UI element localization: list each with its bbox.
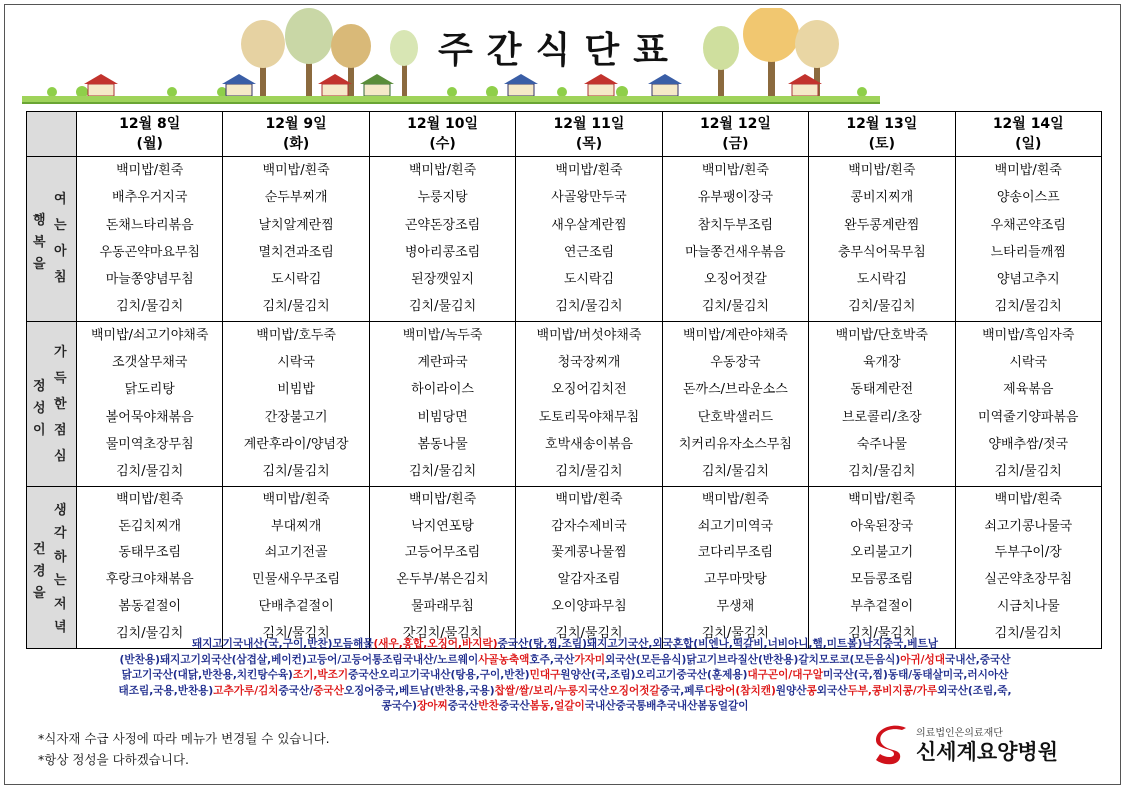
menu-item: 비빔밥 — [277, 382, 315, 398]
breakfast-day-5-cell — [662, 157, 808, 322]
origin-segment: 모로코(모든음식) — [818, 653, 901, 666]
dinner-day-4-cell — [516, 486, 662, 648]
origin-line — [34, 637, 1096, 653]
menu-item: 오이양파무침 — [551, 598, 627, 614]
menu-item: 새우살계란찜 — [551, 217, 627, 233]
day-header: 12월 13일 (토) — [809, 112, 955, 157]
origin-segment: 장아찌 — [417, 700, 448, 712]
menu-item: 조갯살무채국 — [112, 355, 188, 371]
dinner-day-5-cell — [662, 486, 808, 648]
menu-item: 아욱된장국 — [850, 518, 914, 534]
origin-segment: 고등어/고등어통조림 — [306, 653, 403, 666]
menu-item: 김치/물김치 — [116, 625, 184, 641]
origin-segment: (새우,홍합,오징어,바지락) — [373, 638, 498, 650]
menu-item: 백미밥/흰죽 — [555, 491, 623, 507]
menu-item: 볼어묵야채볶음 — [105, 409, 194, 425]
origin-segment: 반찬 — [478, 700, 499, 712]
origin-segment: 외국산 — [816, 684, 848, 697]
origin-segment: 돼지고기 — [191, 638, 233, 650]
menu-item: 김치/물김치 — [848, 464, 916, 480]
origin-segment: 중국산(탕,찜,조림) — [497, 638, 587, 650]
meal-label-char: 각 — [54, 526, 67, 542]
day-header: 12월 14일 (일) — [955, 112, 1101, 157]
menu-item: 백미밥/녹두죽 — [402, 327, 483, 343]
menu-item: 봄동겉절이 — [118, 598, 182, 614]
menu-item: 청국장찌개 — [557, 355, 621, 371]
menu-item: 도시락김 — [271, 272, 322, 288]
menu-item: 우채곤약조림 — [990, 217, 1066, 233]
day-header: 12월 8일 (월) — [77, 112, 223, 157]
menu-item: 우동장국 — [710, 355, 761, 371]
origin-segment: 외국산(삼겹살,베이컨) — [200, 653, 307, 666]
menu-item: 제육볶음 — [1003, 382, 1054, 398]
origin-segment: (반찬용) — [119, 653, 160, 666]
breakfast-label — [27, 157, 77, 322]
menu-item: 백미밥/흰죽 — [701, 491, 769, 507]
menu-item: 알감자조림 — [557, 572, 621, 588]
menu-item: 김치/물김치 — [116, 299, 184, 315]
day-header: 12월 9일 (화) — [223, 112, 369, 157]
origin-segment: 미국,러시아산 — [942, 669, 1009, 681]
menu-item: 백미밥/단호박죽 — [835, 327, 928, 343]
origin-line — [34, 684, 1096, 700]
breakfast-day-6-cell — [809, 157, 955, 322]
origin-segment: 중국산 — [313, 684, 344, 697]
origin-segment: 태조림,국용,반찬용) — [118, 684, 214, 697]
meal-label-char: 한 — [54, 396, 67, 412]
note-line: *식자재 수급 사정에 따라 메뉴가 변경될 수 있습니다. — [38, 731, 330, 746]
menu-item: 콩비지찌개 — [850, 190, 914, 206]
meal-label-char: 녁 — [54, 620, 67, 636]
origin-segment: 원양산(국,조림) — [560, 669, 636, 681]
origin-line — [34, 653, 1096, 669]
meal-label-char: 이 — [33, 422, 46, 438]
origin-segment: 중국산/ — [278, 684, 314, 697]
menu-item: 숙주나물 — [856, 436, 907, 452]
origin-segment: 중국산 — [447, 700, 479, 712]
origin-segment: 돼지고기 — [159, 653, 201, 666]
menu-item: 꽃게콩나물찜 — [551, 545, 627, 561]
origin-segment: 닭고기 — [686, 653, 718, 666]
menu-item: 김치/물김치 — [848, 625, 916, 641]
menu-item: 김치/물김치 — [262, 464, 330, 480]
origin-segment: 외국산(모든음식) — [605, 653, 687, 666]
origin-segment: 두부,콩비지콩/가루 — [847, 684, 938, 697]
origin-segment: /김치 — [254, 684, 279, 697]
menu-item: 김치/물김치 — [555, 299, 623, 315]
menu-item: 부대찌개 — [271, 518, 322, 534]
meal-label-char: 심 — [54, 448, 67, 464]
menu-item: 백미밥/흑임자죽 — [982, 327, 1075, 343]
origin-segment: 국내산(국,구이,반찬) — [232, 638, 333, 650]
menu-item: 무생채 — [716, 598, 755, 614]
menu-item: 충무식어묵무침 — [837, 244, 926, 260]
meal-label-char: 여 — [54, 192, 67, 207]
menu-item: 간장불고기 — [264, 409, 328, 425]
menu-item: 고등어무조림 — [404, 545, 481, 561]
menu-item: 김치/물김치 — [262, 625, 330, 641]
menu-item: 치커리유자소스무침 — [678, 436, 792, 452]
origin-segment: 중국,베트남(반찬용,국용) — [374, 684, 495, 697]
origin-segment: 낙지 — [862, 638, 883, 650]
menu-item: 비빔당면 — [417, 409, 468, 425]
origin-segment: 원양산 — [775, 684, 807, 697]
logo-hospital-name: 신세계요양병원 — [916, 740, 1059, 764]
meal-label-char: 을 — [33, 257, 46, 272]
menu-item: 백미밥/흰죽 — [408, 163, 477, 178]
menu-item: 고무마맛탕 — [704, 572, 767, 588]
menu-item: 백미밥/흰죽 — [262, 163, 330, 178]
menu-item: 된장깻잎지 — [411, 272, 474, 288]
menu-item: 김치/물김치 — [994, 625, 1062, 641]
meal-label-char: 행 — [33, 213, 46, 228]
origin-segment: 민대구 — [529, 669, 561, 681]
origin-segment: 브라질산(반찬용) — [717, 653, 799, 666]
origin-segment: 대구곤이/대구알 — [747, 669, 823, 681]
menu-item: 낙지연포탕 — [411, 518, 474, 534]
breakfast-day-2-cell — [223, 157, 369, 322]
origin-segment: 미국산(국,찜) — [822, 669, 888, 681]
menu-item: 백미밥/흰죽 — [116, 163, 184, 178]
menu-item: 김치/물김치 — [408, 299, 477, 315]
origin-segment: 동태/동태살 — [887, 669, 943, 681]
lunch-day-3-cell — [369, 321, 515, 486]
menu-item: 김치/물김치 — [555, 625, 623, 641]
menu-item: 도토리묵야채무침 — [538, 409, 640, 425]
meal-label-char: 정 — [33, 378, 46, 394]
lunch-day-1-cell — [77, 321, 223, 486]
lunch-day-6-cell — [809, 321, 955, 486]
menu-item: 백미밥/버섯야채죽 — [536, 327, 642, 343]
origin-segment: 호주,국산 — [529, 653, 575, 666]
origin-segment: 중국산 — [498, 700, 530, 712]
menu-item: 호박새송이볶음 — [545, 436, 633, 452]
day-header: 12월 12일 (금) — [662, 112, 808, 157]
lunch-day-7-cell — [955, 321, 1101, 486]
meal-label-char: 아 — [54, 244, 67, 259]
origin-segment: 오리고기 — [635, 669, 677, 681]
origin-segment: 고추가루 — [213, 684, 255, 697]
menu-item: 오리불고기 — [850, 545, 914, 561]
origin-segment: 조기,박조기 — [292, 669, 349, 681]
origin-segment: 중국,베트남 — [882, 638, 939, 650]
origin-segment: 다랑어(참치캔) — [704, 684, 776, 697]
origin-line — [34, 699, 1096, 715]
menu-item: 쇠고기전골 — [264, 545, 328, 561]
menu-item: 김치/물김치 — [408, 464, 477, 480]
menu-item: 두부구이/장 — [994, 545, 1062, 561]
menu-item: 닭도리탕 — [124, 382, 175, 398]
breakfast-day-3-cell — [369, 157, 515, 322]
menu-item: 미역줄기양파볶음 — [978, 409, 1079, 425]
menu-item: 브로콜리/초장 — [841, 409, 922, 425]
dinner-day-3-cell — [369, 486, 515, 648]
menu-item: 계란파국 — [417, 355, 468, 371]
menu-item: 백미밥/흰죽 — [848, 163, 916, 178]
menu-item: 느타리들깨찜 — [990, 244, 1066, 260]
menu-item: 오징어젓갈 — [704, 272, 767, 288]
ingredient-origin-notice — [34, 637, 1096, 715]
meal-label-char: 하 — [54, 549, 67, 565]
meal-label-char: 가 — [54, 344, 67, 360]
lunch-day-4-cell — [516, 321, 662, 486]
menu-item: 김치/물김치 — [262, 299, 330, 315]
day-header: 12월 10일 (수) — [369, 112, 515, 157]
menu-item: 육개장 — [862, 355, 901, 371]
menu-item: 완두콩계란찜 — [844, 217, 920, 233]
origin-segment: 국내산(탕용,구이,반찬) — [419, 669, 530, 681]
breakfast-day-4-cell — [516, 157, 662, 322]
meal-label-char: 침 — [54, 270, 67, 285]
meal-label-char: 건 — [33, 542, 46, 558]
menu-item: 돈김치찌개 — [118, 518, 182, 534]
origin-segment: 갈치 — [798, 653, 819, 666]
menu-item: 도시락김 — [856, 272, 907, 288]
meal-label-char: 저 — [54, 596, 67, 612]
menu-item: 김치/물김치 — [994, 464, 1062, 480]
menu-item: 참치두부조림 — [697, 217, 774, 233]
menu-item: 김치/물김치 — [848, 299, 916, 315]
menu-item: 김치/물김치 — [994, 299, 1062, 315]
origin-segment: 가자미 — [574, 653, 606, 666]
menu-item: 백미밥/호두죽 — [256, 327, 336, 343]
menu-item: 백미밥/계란야채죽 — [682, 327, 788, 343]
origin-segment: 모듬해물 — [332, 638, 374, 650]
menu-item: 봄동나물 — [417, 436, 468, 452]
menu-item: 김치/물김치 — [701, 464, 769, 480]
dinner-row — [27, 486, 1102, 648]
menu-item: 민물새우무조림 — [252, 572, 341, 588]
menu-item: 백미밥/흰죽 — [701, 163, 769, 178]
menu-item: 우동곤약마요무침 — [99, 244, 200, 260]
menu-item: 양념고추지 — [996, 272, 1060, 288]
menu-item: 쇠고기콩나물국 — [984, 518, 1073, 534]
menu-item: 단배추겉절이 — [258, 598, 334, 614]
menu-item: 백미밥/쇠고기야채죽 — [91, 327, 209, 343]
menu-item: 시금치나물 — [996, 598, 1060, 614]
meal-label-char: 점 — [54, 422, 67, 438]
grass-strip — [22, 96, 880, 104]
breakfast-row — [27, 157, 1102, 322]
origin-line — [34, 668, 1096, 684]
origin-segment: 콩 — [806, 684, 817, 697]
menu-item: 백미밥/흰죽 — [408, 491, 477, 507]
menu-item: 연근조림 — [563, 244, 615, 260]
menu-item: 양송이스프 — [996, 190, 1060, 206]
menu-item: 곤약돈장조림 — [404, 217, 481, 233]
hospital-emblem-icon — [872, 724, 912, 768]
menu-item: 시락국 — [277, 355, 315, 371]
menu-item: 김치/물김치 — [701, 299, 769, 315]
meal-label-char: 는 — [54, 573, 67, 589]
menu-item: 배추우거지국 — [112, 190, 188, 206]
origin-segment: 국내산,중국산 — [945, 653, 1011, 666]
menu-item: 단호박샐러드 — [697, 409, 774, 425]
menu-item: 하이라이스 — [411, 382, 474, 398]
menu-item: 도시락김 — [563, 272, 615, 288]
menu-item: 순두부찌개 — [264, 190, 328, 206]
dinner-day-2-cell — [223, 486, 369, 648]
day-header: 12월 11일 (목) — [516, 112, 662, 157]
menu-item: 계란후라이/양념장 — [243, 436, 349, 452]
meal-label-char: 득 — [54, 370, 67, 386]
origin-segment: 돼지고기 — [586, 638, 628, 650]
menu-item: 동태무조림 — [118, 545, 182, 561]
menu-item: 양배추쌈/젓국 — [988, 436, 1069, 452]
menu-item: 오징어김치전 — [551, 382, 627, 398]
menu-item: 후랑크야채볶음 — [105, 572, 194, 588]
menu-item: 돈까스/브라운소스 — [682, 382, 788, 398]
menu-item: 백미밥/흰죽 — [994, 491, 1062, 507]
menu-item: 부추겉절이 — [850, 598, 914, 614]
page-title: 주간식단표 — [438, 30, 682, 71]
origin-segment: 오징어 — [343, 684, 375, 697]
weekly-menu-table — [26, 111, 1102, 649]
lunch-day-5-cell — [662, 321, 808, 486]
menu-item: 사골왕만두국 — [551, 190, 627, 206]
notes — [38, 728, 330, 770]
origin-segment: 오리고기 — [378, 669, 420, 681]
breakfast-day-1-cell — [77, 157, 223, 322]
origin-segment: 찹쌀/쌀/보리/누룽지 — [494, 684, 589, 697]
meal-label-char: 성 — [33, 400, 46, 416]
menu-item: 백미밥/흰죽 — [555, 163, 623, 178]
menu-item: 누룽지탕 — [417, 190, 468, 206]
menu-item: 김치/물김치 — [555, 464, 623, 480]
origin-segment: 닭고기 — [121, 669, 153, 681]
origin-segment: 국산 — [588, 684, 609, 697]
origin-segment: 아귀/성대 — [900, 653, 945, 666]
menu-item: 온두부/볶은김치 — [396, 572, 489, 588]
menu-item: 감자수제비국 — [551, 518, 627, 534]
dinner-day-7-cell — [955, 486, 1101, 648]
origin-segment: 봄동,얼갈이 — [529, 700, 585, 712]
lunch-day-2-cell — [223, 321, 369, 486]
dinner-day-6-cell — [809, 486, 955, 648]
meal-label-char: 는 — [54, 218, 67, 233]
menu-item: 동태계란전 — [850, 382, 914, 398]
origin-segment: 국내산중국통배추국내산봄동얼갈이 — [584, 700, 749, 712]
lunch-row — [27, 321, 1102, 486]
origin-segment: 중국산 — [348, 669, 379, 681]
menu-item: 물파래무침 — [411, 598, 474, 614]
meal-label-char: 을 — [33, 586, 46, 602]
dinner-day-1-cell — [77, 486, 223, 648]
menu-item: 백미밥/흰죽 — [116, 491, 184, 507]
breakfast-day-7-cell — [955, 157, 1101, 322]
note-line: *항상 정성을 다하겠습니다. — [38, 752, 189, 767]
day-header-row — [27, 112, 1102, 157]
origin-segment: 국산(대닭,반찬용,치킨탕수육) — [152, 669, 293, 681]
dinner-label — [27, 486, 77, 648]
origin-segment: 국내산/노르웨이 — [402, 653, 479, 666]
menu-item: 백미밥/흰죽 — [262, 491, 330, 507]
menu-item: 실곤약초장무침 — [984, 572, 1073, 588]
origin-segment: 사골농축액 — [478, 653, 530, 666]
menu-item: 모듬콩조림 — [850, 572, 914, 588]
meal-label-char: 경 — [33, 564, 46, 580]
meal-label-char: 생 — [54, 502, 67, 518]
menu-item: 김치/물김치 — [701, 625, 769, 641]
origin-segment: 국산,외국혼합(비엔나,떡갈비,너비아니,햄,미트볼) — [627, 638, 863, 650]
menu-item: 멸치견과조림 — [258, 244, 334, 260]
menu-item: 돈채느타리볶음 — [105, 217, 194, 233]
menu-item: 코다리무조림 — [697, 545, 774, 561]
lunch-label — [27, 321, 77, 486]
origin-segment: 콩국수) — [381, 700, 417, 712]
corner-cell — [27, 112, 77, 157]
menu-item: 마늘쫑양념무침 — [105, 272, 194, 288]
menu-item: 백미밥/흰죽 — [848, 491, 916, 507]
menu-item: 유부팽이장국 — [697, 190, 774, 206]
meal-label-char: 복 — [33, 235, 46, 250]
menu-item: 병아리콩조림 — [404, 244, 481, 260]
menu-item: 시락국 — [1009, 355, 1048, 371]
menu-item: 갓김치/물김치 — [402, 625, 483, 641]
logo-foundation-name: 의료법인은의료재단 — [916, 728, 1003, 739]
menu-item: 쇠고기미역국 — [697, 518, 774, 534]
menu-item: 마늘쫑건새우볶음 — [685, 244, 786, 260]
menu-item: 김치/물김치 — [116, 464, 184, 480]
origin-segment: 중국,페루 — [659, 684, 705, 697]
menu-item: 물미역초장무침 — [105, 436, 194, 452]
menu-item: 날치알계란찜 — [258, 217, 334, 233]
origin-segment: 중국산(훈제용) — [676, 669, 748, 681]
origin-segment: 오징어젓갈 — [608, 684, 660, 697]
hospital-logo — [872, 720, 1092, 770]
origin-segment: 외국산(조림,죽, — [937, 684, 1012, 697]
menu-item: 백미밥/흰죽 — [994, 163, 1062, 178]
